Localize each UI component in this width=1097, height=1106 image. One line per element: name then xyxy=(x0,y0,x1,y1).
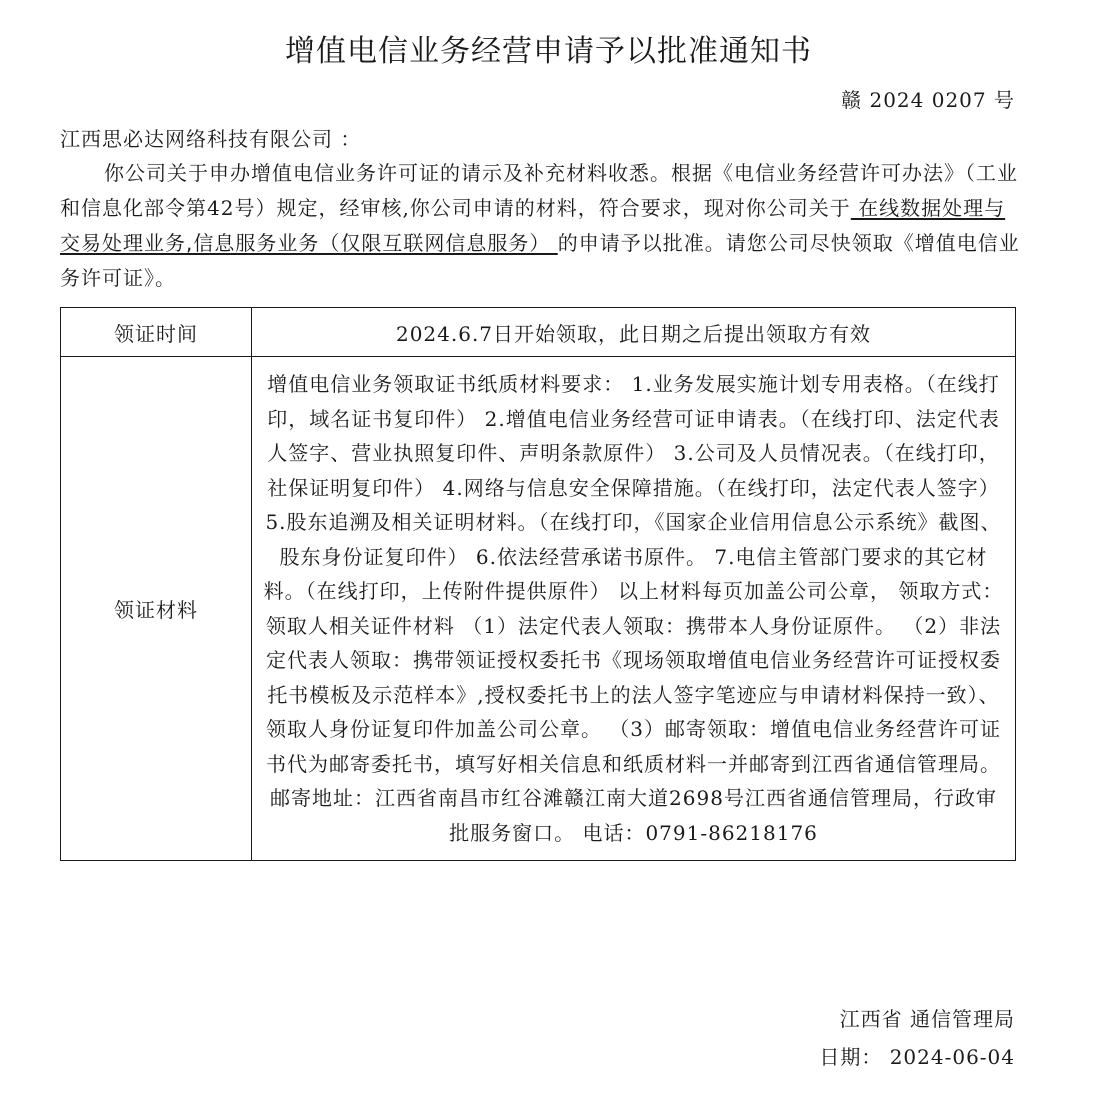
table-row-time xyxy=(61,308,1016,357)
notice-body xyxy=(60,156,1020,296)
license-info-table xyxy=(60,307,1016,861)
date-value: 2024-06-04 xyxy=(889,1045,1015,1069)
label-materials: 领证材料 xyxy=(61,357,252,861)
document-number: 赣 2024 0207 号 xyxy=(841,88,1015,112)
issuing-authority: 江西省 通信管理局 xyxy=(839,1007,1015,1031)
addressee: 江西思必达网络科技有限公司 ： xyxy=(60,127,362,151)
value-collection-time: 2024.6.7日开始领取，此日期之后提出领取方有效 xyxy=(252,308,1016,357)
business-scope: 在线数据处理与交易处理业务,信息服务业务（仅限互联网信息服务） xyxy=(60,196,1006,255)
document-title: 增值电信业务经营申请予以批准通知书 xyxy=(285,34,812,69)
label-collection-time: 领证时间 xyxy=(61,308,252,357)
issue-date xyxy=(819,1040,1015,1074)
date-label: 日期： xyxy=(819,1045,883,1069)
body-text-part1: 你公司关于申办增值电信业务许可证的请示及补充材料收悉。根据《电信业务经营许可办法》（工业和信息化部令第42号）规定，经审核,你公司申请的材料，符合要求，现对你公司关于 xyxy=(60,161,1018,220)
value-materials: 增值电信业务领取证书纸质材料要求： 1.业务发展实施计划专用表格。（在线打印，域名证书复印件） 2.增值电信业务经营可证申请表。（在线打印、法定代表人签字、营业执照复印件、声明条款原件） 3.公司及人员情况表。（在线打印，社保证明复印件） 4.网络与信息安全保障措施。（在线打印，法定代表人签字） 5.股东追溯及相关证明材料。（在线打印，《国家企业信用信息公示系统》截图、股东身份证复印件） 6.依法经营承诺书原件。 7.电信主管部门要求的其它材料。（在线打印，上传附件提供原件） 以上材料每页加盖公司公章， 领取方式： 领取人相关证件材料 （1）法定代表人领取：携带本人身份证原件。 （2）非法定代表人领取：携带领证授权委托书《现场领取增值电信业务经营许可证授权委托书模板及示范样本》,授权委托书上的法人签字笔迹应与申请材料保持一致）、领取人身份证复印件加盖公司公章。 （3）邮寄领取：增值电信业务经营许可证书代为邮寄委托书，填写好相关信息和纸质材料一并邮寄到江西省通信管理局。 邮寄地址：江西省南昌市红谷滩赣江南大道2698号江西省通信管理局，行政审批服务窗口。 电话：0791-86218176 xyxy=(252,357,1016,861)
body-text-part2: 的申请予以批准。请您公司尽快领取《增值电信业务许可证》。 xyxy=(60,231,1020,290)
table-row-materials xyxy=(61,357,1016,861)
